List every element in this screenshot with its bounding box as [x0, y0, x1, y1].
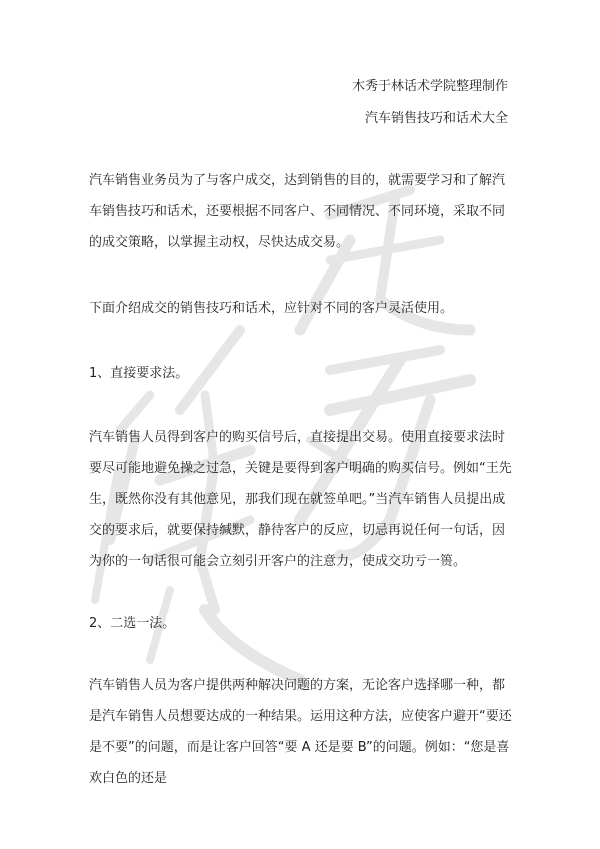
section-1-paragraph: 汽车销售人员得到客户的购买信号后，直接提出交易。使用直接要求法时要尽可能地避免操之过急，关键是要得到客户明确的购买信号。例如“王先生，既然你没有其他意见，那我们现在就签单吧。”当汽车销售人员提出成交的要求后，就要保持缄默，静待客户的反应，切忌再说任何一句话，因为你的一句话很可能会立刻引开客户的注意力，使成交功亏一篑。 [89, 430, 512, 569]
section-2-paragraph: 汽车销售人员为客户提供两种解决问题的方案，无论客户选择哪一种，都是汽车销售人员想要达成的一种结果。运用这种方法，应使客户避开“要还是不要”的问题，而是让客户回答“要 A 还是要 B”的问题。例如：“您是喜欢白色的还是 [89, 678, 512, 786]
intro-paragraph-2: 下面介绍成交的销售技巧和话术，应针对不同的客户灵活使用。 [89, 301, 454, 316]
intro-paragraph: 汽车销售业务员为了与客户成交，达到销售的目的，就需要学习和了解汽车销售技巧和话术，还要根据不同客户、不同情况、不同环境，采取不同的成交策略，以掌握主动权，尽快达成交易。 [89, 173, 506, 250]
section-2-heading: 2、二选一法。 [89, 616, 176, 631]
producer-credit: 木秀于林话术学院整理制作 [351, 79, 508, 94]
document-title: 汽车销售技巧和话术大全 [364, 111, 508, 126]
section-1-heading: 1、直接要求法。 [89, 366, 189, 381]
